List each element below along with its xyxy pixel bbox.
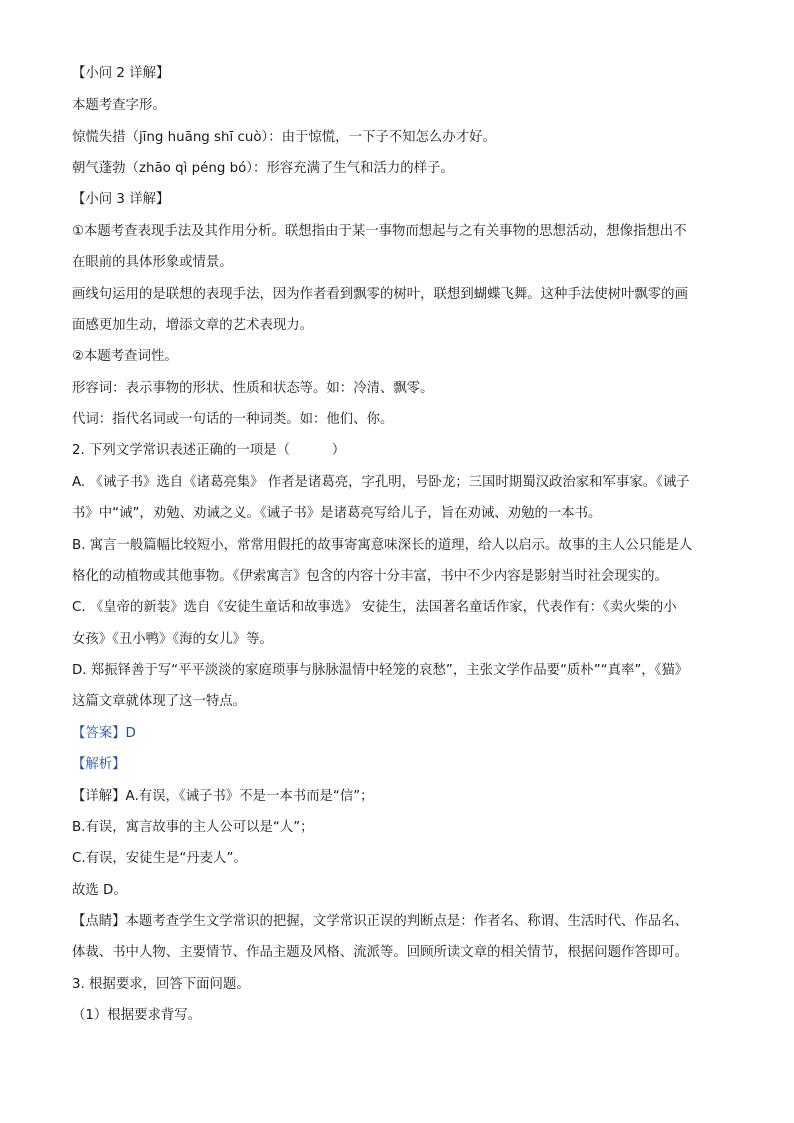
paragraph: 代词：指代名词或一句话的一种词类。如：他们、你。	[72, 412, 394, 427]
paragraph: 形容词：表示事物的形状、性质和状态等。如：冷清、飘零。	[72, 381, 434, 396]
paragraph: C.有误，安徒生是“丹麦人”。	[72, 851, 247, 866]
paragraph: 画线句运用的是联想的表现手法，因为作者看到飘零的树叶，联想到蝴蝶飞舞。这种手法使树叶飘零的画	[72, 287, 688, 302]
option-b-cont: 格化的动植物或其他事物。《伊索寓言》包含的内容十分丰富，书中不少内容是影射当时社会现实的。	[72, 569, 668, 584]
paragraph: 【详解】A.有误，《诫子书》不是一本书而是“信”；	[72, 789, 374, 804]
section-heading-q3: 【小问 3 详解】	[72, 192, 170, 207]
option-a-cont: 书》中“诫”，劝勉、劝诫之义。《诫子书》是诸葛亮写给儿子，旨在劝诫、劝勉的一本书。	[72, 506, 602, 521]
option-b: B. 寓言一般篇幅比较短小，常常用假托的故事寄寓意味深长的道理，给人以启示。故事的主人公只能是人	[72, 538, 693, 553]
question-2-stem	[72, 441, 732, 461]
paragraph: B.有误，寓言故事的主人公可以是“人”；	[72, 820, 314, 835]
option-d-cont: 这篇文章就体现了这一特点。	[72, 694, 247, 709]
question-3-sub1: （1）根据要求背写。	[72, 1008, 202, 1023]
option-d: D. 郑振铎善于写“平平淡淡的家庭琐事与脉脉温情中轻笼的哀愁”，主张文学作品要“质朴”“真率”，《猫》	[72, 663, 689, 678]
paragraph: 惊慌失措（jīng huāng shī cuò）：由于惊慌，一下子不知怎么办才好。	[72, 130, 496, 145]
paragraph: ②本题考查词性。	[72, 349, 178, 364]
answer-label: 【答案】D	[72, 726, 136, 741]
paragraph: ①本题考查表现手法及其作用分析。联想指由于某一事物而想起与之有关事物的思想活动，想像指想出不	[72, 224, 687, 239]
key-point-cont: 体裁、书中人物、主要情节、作品主题及风格、流派等。回顾所读文章的相关情节，根据问题作答即可。	[72, 945, 688, 960]
paragraph: 本题考查字形。	[72, 98, 166, 113]
question-2-text: 2. 下列文学常识表述正确的一项是（	[72, 443, 290, 458]
paragraph: 面感更加生动，增添文章的艺术表现力。	[72, 318, 314, 333]
paragraph: 朝气蓬勃（zhāo qì péng bó）：形容充满了生气和活力的样子。	[72, 161, 454, 176]
option-c-cont: 女孩》《丑小鸭》《海的女儿》等。	[72, 632, 273, 647]
key-point: 【点睛】本题考查学生文学常识的把握，文学常识正误的判断点是：作者名、称谓、生活时代、作品名、	[72, 914, 688, 929]
closing-paren: ）	[331, 443, 346, 458]
question-3-stem: 3. 根据要求，回答下面问题。	[72, 977, 250, 992]
option-c: C. 《皇帝的新装》选自《安徒生童话和故事选》 安徒生，法国著名童话作家，代表作有：《卖火柴的小	[72, 600, 677, 615]
paragraph: 在眼前的具体形象或情景。	[72, 255, 233, 270]
paragraph: 故选 D。	[72, 883, 127, 898]
analysis-label: 【解析】	[72, 757, 126, 772]
option-a: A. 《诫子书》选自《诸葛亮集》 作者是诸葛亮，字孔明，号卧龙；三国时期蜀汉政治家和军事家。《诫子	[72, 475, 690, 490]
section-heading-q2: 【小问 2 详解】	[72, 66, 170, 81]
